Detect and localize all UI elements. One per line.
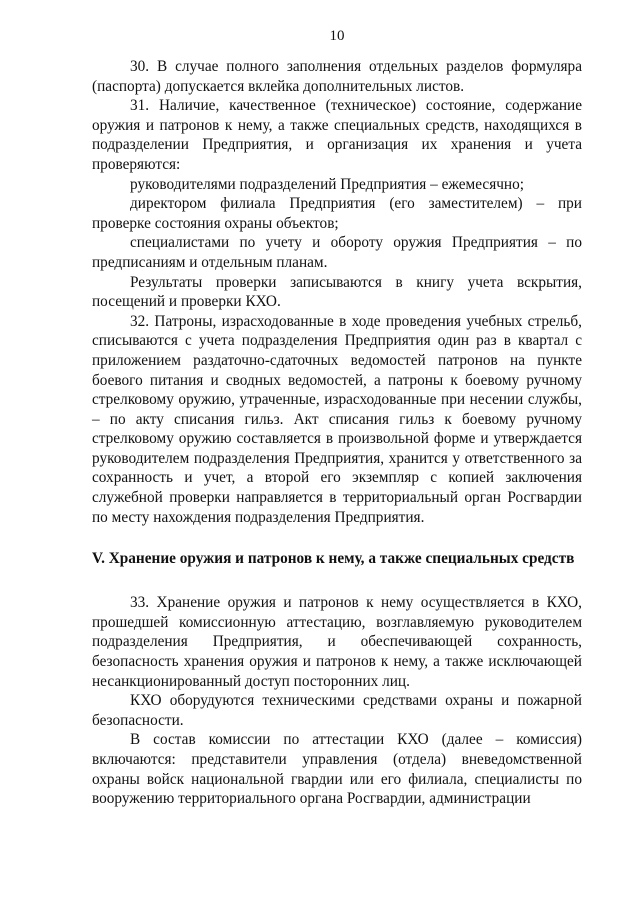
section-heading: V. Хранение оружия и патронов к нему, а также специальных средств <box>92 550 575 568</box>
page-number: 10 <box>329 28 345 44</box>
paragraph-results: Результаты проверки записываются в книгу учета вскрытия, посещений и проверки КХО. <box>92 273 582 311</box>
paragraph-31: 31. Наличие, качественное (техническое) состояние, содержание оружия и патронов к нему, а также специальных средств, находящихся в подразделении Предприятия, и организация их хранения и учета проверяются: <box>92 97 582 173</box>
list-item-monthly: руководителями подразделений Предприятия – ежемесячно; <box>130 175 525 193</box>
list-item-director: директором филиала Предприятия (его заместителем) – при проверке состояния охраны объектов; <box>92 195 582 232</box>
paragraph-30: 30. В случае полного заполнения отдельных разделов формуляра (паспорта) допускается вклейка дополнительных листов. <box>92 58 582 95</box>
list-item-specialists: специалистами по учету и обороту оружия Предприятия – по предписаниям и отдельным планам. <box>92 234 582 271</box>
paragraph-32: 32. Патроны, израсходованные в ходе проведения учебных стрельб, списываются с учета подразделения Предприятия один раз в квартал с приложением раздаточно-сдаточных ведомостей патронов на пункте боевого питания и сводных ведомостей, а патроны к боевому ручному стрелковому оружию, утраченные, израсходованные при несении службы, – по акту списания гильз. Акт списания гильз к боевому ручному стрелковому оружию составляется в произвольной форме и утверждается руководителем подразделения Предприятия, хранится у ответственного за сохранность и учет, а второй его экземпляр с копией заключения служебной проверки направляется в территориальный орган Росгвардии по месту нахождения подразделения Предприятия. <box>92 312 582 526</box>
paragraph-33: 33. Хранение оружия и патронов к нему осуществляется в КХО, прошедшей комиссионную аттестацию, возглавляемую руководителем подразделения Предприятия, и обеспечивающей сохранность, безопасность хранения оружия и патронов к нему, а также исключающей несанкционированный доступ посторонних лиц. <box>92 594 582 690</box>
paragraph-kho-equipment: КХО оборудуются техническими средствами охраны и пожарной безопасности. <box>92 692 582 729</box>
paragraph-commission: В состав комиссии по аттестации КХО (далее – комиссия) включаются: представители управления (отдела) вневедомственной охраны войск национальной гвардии или его филиала, специалисты по вооружению территориального органа Росгвардии, администрации <box>92 731 582 808</box>
